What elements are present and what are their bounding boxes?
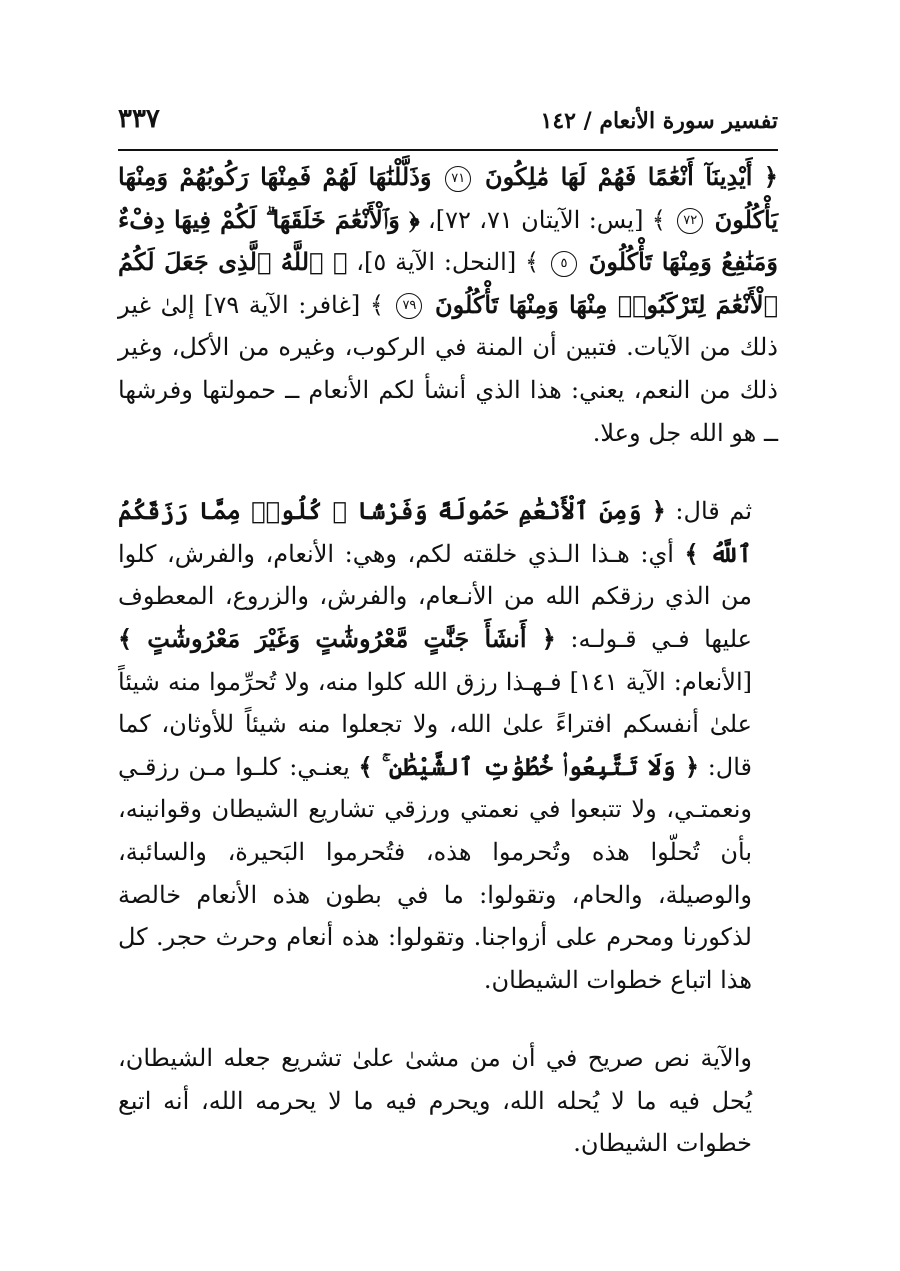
quran-verse: ﴿ وَلَا تَتَّبِعُوا۟ خُطُوَٰتِ ٱلشَّيْطَٰنِ ۚ ﴾ — [358, 751, 700, 781]
verse-reference: ﴾ [يس: الآيتان ٧١، ٧٢]، — [427, 205, 666, 234]
ayah-number-mark: ٧٢ — [677, 208, 703, 234]
ayah-number-mark: ٥ — [551, 251, 577, 277]
verse-reference: ﴾ [النحل: الآية ٥]، — [356, 248, 540, 277]
quran-verse: ﴿ وَمِنَ ٱلْأَنْعَٰمِ حَمُولَةً وَفَرْشًا ۚ كُلُوا۟ مِمَّا رَزَقَكُمُ ٱللَّهُ ﴾ — [118, 496, 752, 568]
commentary-text: ﴾ [غافر: الآية ٧٩] إلىٰ غير ذلك من الآيات. فتبين أن المنة في الركوب، وغيره من الأكل، وغير ذلك من النعم، يعني: هذا الذي أنشأ لكم الأنعام ــ حمولتها وفرشها ــ هو الله جل وعلا. — [118, 290, 778, 447]
commentary-text: ثم قال: — [675, 497, 752, 526]
quran-verse: ﴿ ٱللَّهُ ٱلَّذِى جَعَلَ لَكُمُ ٱلْأَنْعَٰمَ لِتَرْكَبُوا۟ مِنْهَا وَمِنْهَا تَأْكُلُونَ — [118, 247, 778, 319]
paragraph-quran-citations — [118, 156, 778, 454]
paragraph-commentary — [118, 490, 778, 1001]
ayah-number-mark: ٧١ — [445, 166, 471, 192]
page-body — [118, 156, 778, 1165]
commentary-text: [الأنعام: الآية ١٤١] فـهـذا رزق الله كلوا منه، ولا تُحرِّموا منه شيئاً علىٰ أنفسكم افتراءً علىٰ الله، ولا تجعلوا منه شيئاً للأوثان، كما قال: — [118, 667, 752, 781]
quran-verse: ﴿ أَنشَأَ جَنَّٰتٍ مَّعْرُوشَٰتٍ وَغَيْرَ مَعْرُوشَٰتٍ ﴾ — [118, 623, 556, 653]
header-divider — [118, 149, 778, 151]
paragraph-spacer — [118, 1001, 778, 1037]
quran-verse: ﴿ أَيْدِينَآ أَنْعَٰمًا فَهُمْ لَهَا مَٰلِكُونَ — [485, 162, 778, 191]
running-title: تفسير سورة الأنعام / ١٤٢ — [540, 108, 778, 134]
paragraph-conclusion — [118, 1037, 778, 1165]
commentary-text: أي: هـذا الـذي خلقته لكم، وهي: الأنعام، والفرش، كلوا من الذي رزقكم الله من الأنـعام، والفرش، والزروع، المعطوف عليها فـي قـولـه: — [118, 539, 752, 653]
page-number: ٣٣٧ — [118, 104, 160, 134]
commentary-text: يعنـي: كلـوا مـن رزقـي ونعمتـي، ولا تتبعوا في نعمتي ورزقي تشاريع الشيطان وقوانينه، بأن تُحلّوا هذه وتُحرموا هذه، فتُحرموا البَحيرة، والسائبة، والوصيلة، والحام، وتقولوا: ما في بطون هذه الأنعام خالصة لذكورنا ومحرم على أزواجنا. وتقولوا: هذه أنعام وحرث حجر. كل هذا اتباع خطوات الشيطان. — [118, 752, 752, 994]
ayah-number-mark: ٧٩ — [396, 293, 422, 319]
quran-verse: وَذَلَّلْنَٰهَا لَهُمْ فَمِنْهَا رَكُوبُهُمْ وَمِنْهَا يَأْكُلُونَ — [118, 162, 778, 234]
commentary-text: والآية نص صريح في أن من مشىٰ علىٰ تشريع جعله الشيطان، يُحل فيه ما لا يُحله الله، ويحرم فيه ما لا يحرمه الله، أنه اتبع خطوات الشيطان. — [118, 1044, 752, 1158]
page-header — [118, 104, 778, 148]
quran-verse: ﴿ وَٱلْأَنْعَٰمَ خَلَقَهَا ۗ لَكُمْ فِيهَا دِفْءٌ وَمَنَٰفِعُ وَمِنْهَا تَأْكُلُونَ — [118, 204, 778, 277]
paragraph-spacer — [118, 454, 778, 490]
